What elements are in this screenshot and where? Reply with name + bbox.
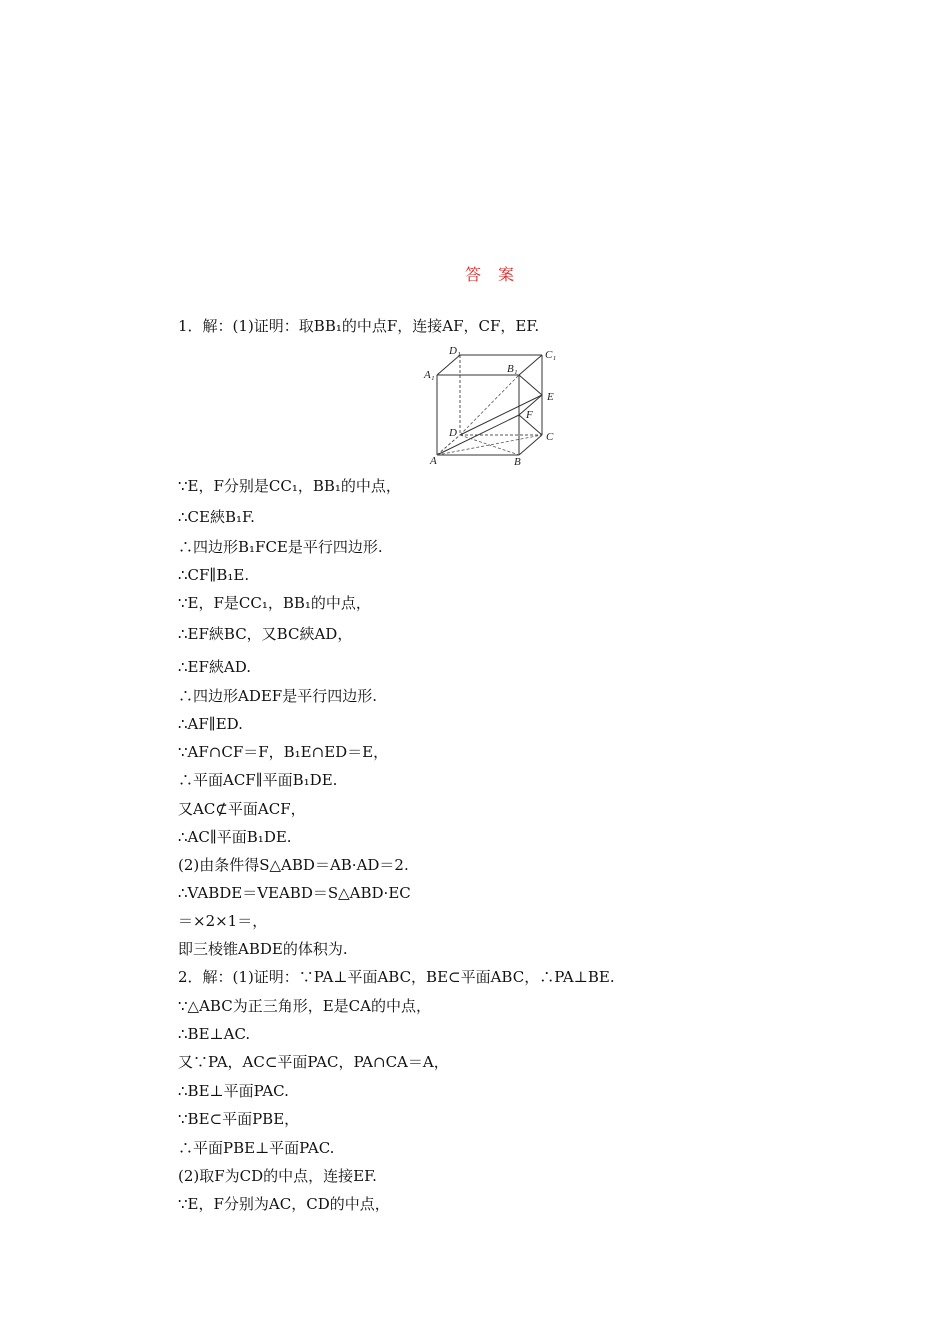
text-line: ∵△ABC为正三角形，E是CA的中点，: [178, 997, 431, 1015]
label-f: F: [526, 409, 533, 421]
text-line: ∴四边形ADEF是平行四边形.: [178, 687, 377, 705]
text-line: ∴AC∥平面B₁DE.: [178, 828, 292, 846]
text-line: ∴BE⊥平面PAC.: [178, 1082, 289, 1100]
label-c: C: [546, 431, 554, 443]
text-line: ∴VABDE＝VEABD＝S△ABD·EC: [178, 884, 411, 902]
label-d: D: [449, 427, 457, 439]
text-line: ∵BE⊂平面PBE，: [178, 1110, 300, 1128]
text-line: (2)取F为CD的中点，连接EF.: [178, 1167, 377, 1185]
text-line: (2)由条件得S△ABD＝AB·AD＝2.: [178, 856, 409, 874]
text-line: ∵AF∩CF＝F，B₁E∩ED＝E，: [178, 743, 389, 761]
text-line: ∵E，F是CC₁，BB₁的中点，: [178, 594, 371, 612]
text-line: 又AC⊄平面ACF，: [178, 800, 306, 818]
label-b: B: [514, 456, 521, 467]
text-line: 又∵PA，AC⊂平面PAC，PA∩CA＝A，: [178, 1053, 449, 1071]
answer-title: 答 案: [464, 265, 521, 284]
text-line: 即三棱锥ABDE的体积为.: [178, 940, 348, 958]
label-c1: C₁: [545, 349, 557, 361]
text-line: 1．解：(1)证明：取BB₁的中点F，连接AF，CF，EF.: [178, 317, 540, 335]
cube-figure: [420, 342, 565, 467]
text-line: ∵E，F分别为AC，CD的中点，: [178, 1195, 390, 1213]
label-a1: A₁: [424, 369, 435, 381]
text-line: ∴CE綊B₁F.: [178, 508, 255, 526]
text-line: ∵E，F分别是CC₁，BB₁的中点，: [178, 477, 401, 495]
text-line: ∴BE⊥AC.: [178, 1025, 251, 1043]
label-a: A: [430, 455, 437, 467]
text-line: ∴EF綊BC，又BC綊AD，: [178, 625, 353, 643]
label-b1: B₁: [507, 363, 518, 375]
text-line: ∴平面PBE⊥平面PAC.: [178, 1139, 335, 1157]
text-line: ∴EF綊AD.: [178, 658, 251, 676]
text-line: ∴平面ACF∥平面B₁DE.: [178, 771, 338, 789]
text-line: ∴CF∥B₁E.: [178, 566, 250, 584]
label-d1: D₁: [449, 345, 461, 357]
text-line: ∴四边形B₁FCE是平行四边形.: [178, 538, 383, 556]
text-line: 2．解：(1)证明：∵PA⊥平面ABC，BE⊂平面ABC，∴PA⊥BE.: [178, 968, 615, 986]
label-e: E: [547, 391, 554, 403]
text-line: ∴AF∥ED.: [178, 715, 243, 733]
text-line: ＝×2×1＝，: [178, 912, 268, 930]
